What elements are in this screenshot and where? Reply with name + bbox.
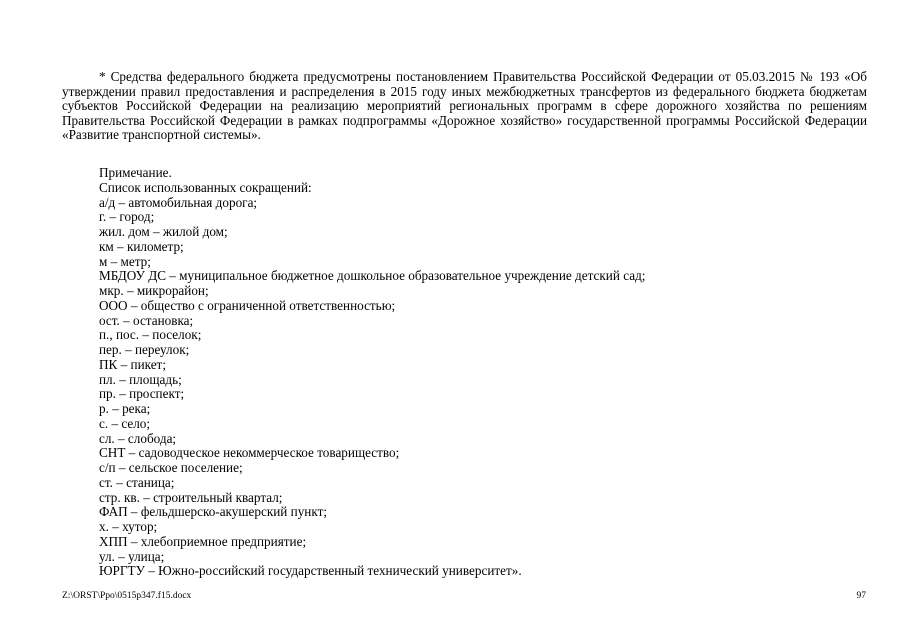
abbreviation-item: ст. – станица; <box>99 474 175 490</box>
abbreviation-item: а/д – автомобильная дорога; <box>99 194 258 210</box>
abbreviation-item: МБДОУ ДС – муниципальное бюджетное дошкольное образовательное учреждение детский сад; <box>99 268 646 284</box>
abbreviation-item: ФАП – фельдшерско-акушерский пункт; <box>99 504 328 520</box>
abbreviation-item: ост. – остановка; <box>99 312 194 328</box>
abbreviations-heading: Список использованных сокращений: <box>99 179 312 195</box>
abbreviation-item: мкр. – микрорайон; <box>99 283 209 298</box>
abbreviation-item: жил. дом – жилой дом; <box>99 224 228 239</box>
page-number: 97 <box>856 591 866 601</box>
abbreviation-item: ул. – улица; <box>99 548 165 564</box>
abbreviation-item: ХПП – хлебоприемное предприятие; <box>99 533 307 549</box>
abbreviation-item: х. – хутор; <box>99 519 158 534</box>
abbreviation-item: СНТ – садоводческое некоммерческое товарищество; <box>99 445 400 461</box>
abbreviation-item: м – метр; <box>99 253 151 269</box>
footer-file-path: Z:\ORST\Ppo\0515p347.f15.docx <box>62 591 192 601</box>
abbreviation-item: ООО – общество с ограниченной ответственностью; <box>99 297 396 313</box>
abbreviation-item: стр. кв. – строительный квартал; <box>99 489 283 505</box>
abbreviation-item: ПК – пикет; <box>99 356 166 372</box>
notes-section <box>99 166 859 579</box>
abbreviation-item: пер. – переулок; <box>99 342 190 357</box>
note-title: Примечание. <box>99 165 172 180</box>
abbreviation-item: с. – село; <box>99 415 151 431</box>
abbreviation-item: пл. – площадь; <box>99 371 182 387</box>
abbreviation-item: км – километр; <box>99 238 184 254</box>
abbreviation-item: пр. – проспект; <box>99 386 185 402</box>
abbreviation-item: п., пос. – поселок; <box>99 327 202 343</box>
abbreviation-item: г. – город; <box>99 209 155 225</box>
abbreviation-item: ЮРГТУ – Южно-российский государственный технический университет». <box>99 563 522 579</box>
funding-footnote: * Средства федерального бюджета предусмотрены постановлением Правительства Российской Федерации от 05.03.2015 № 193 «Об утверждении правил предоставления и распределения в 2015 году иных межбюджетных трансфертов из федерального бюджета бюджетам субъектов Российской Федерации на реализацию мероприятий региональных программ в сфере дорожного хозяйства по решениям Правительства Российской Федерации в рамках подпрограммы «Дорожное хозяйство» государственной программы Российской Федерации «Развитие транспортной системы». <box>62 69 867 143</box>
abbreviation-item: сл. – слобода; <box>99 430 177 446</box>
abbreviation-item: с/п – сельское поселение; <box>99 460 243 475</box>
abbreviation-item: р. – река; <box>99 401 151 416</box>
